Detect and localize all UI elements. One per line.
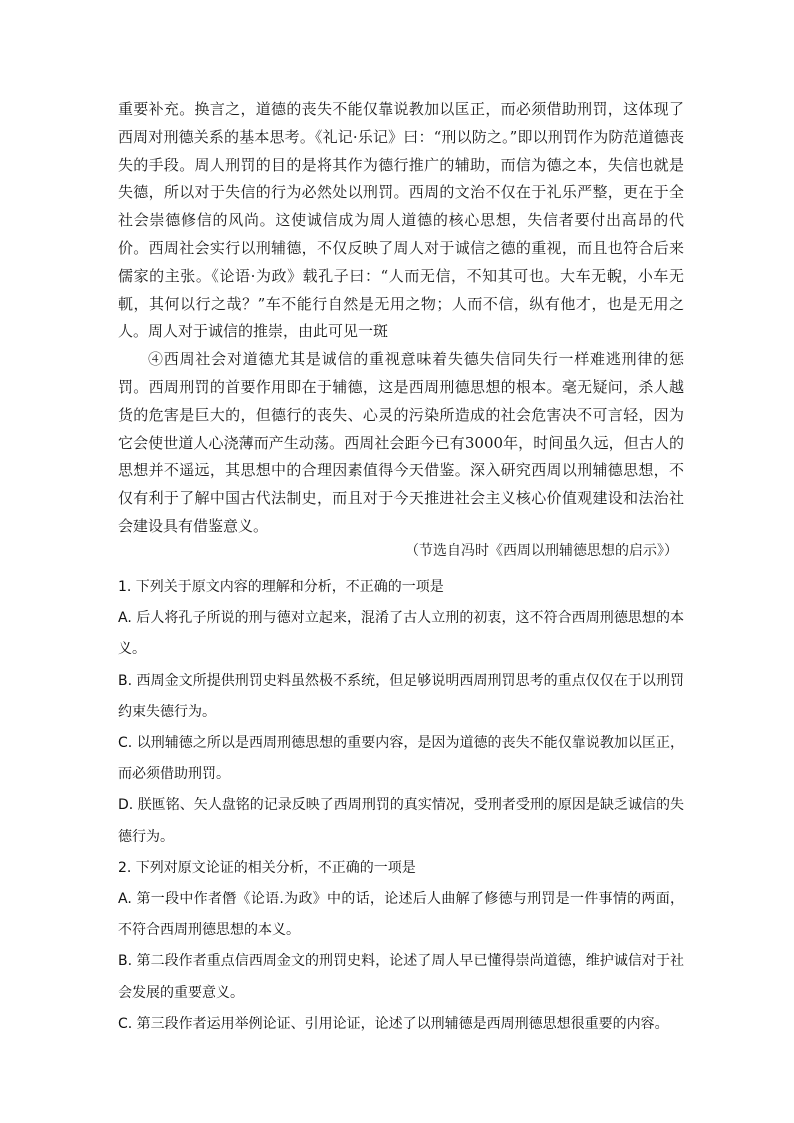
questions-section <box>118 572 684 1040</box>
passage-body <box>118 96 684 541</box>
question-1-option-a: A. 后人将孔子所说的刑与德对立起来，混淆了古人立刑的初衷，这不符合西周刑德思想的本义。 <box>118 610 684 658</box>
question-2-option-b: B. 第二段作者重点信西周金文的刑罚史料，论述了周人早已懂得崇尚道德，维护诚信对于社会发展的重要意义。 <box>118 953 684 1001</box>
question-1-option-b: B. 西周金文所提供刑罚史料虽然极不系统，但足够说明西周刑罚思考的重点仅仅在于以刑罚约束失德行为。 <box>118 672 684 720</box>
passage-paragraph-4: ④西周社会对道德尤其是诚信的重视意味着失德失信同失行一样难逃刑律的惩罚。西周刑罚的首要作用即在于辅德，这是西周刑德思想的根本。毫无疑问，杀人越货的危害是巨大的，但德行的丧失、心灵的污染所造成的社会危害决不可言轻，因为它会使世道人心浇薄而产生动荡。西周社会距今已有3000年，时间虽久远，但古人的思想并不遥远，其思想中的合理因素值得今天借鉴。深入研究西周以刑辅德思想，不仅有利于了解中国古代法制史，而且对于今天推进社会主义核心价值观建设和法治社会建设具有借鉴意义。 <box>118 350 684 535</box>
question-2-stem: 2. 下列对原文论证的相关分析，不正确的一项是 <box>118 859 416 876</box>
question-1-option-d: D. 朕匜铭、矢人盘铭的记录反映了西周刑罚的真实情况，受刑者受刑的原因是缺乏诚信的失德行为。 <box>118 797 684 845</box>
question-2-option-c: C. 第三段作者运用举例论证、引用论证，论述了以刑辅德是西周刑德思想很重要的内容。 <box>118 1015 669 1032</box>
question-1-stem: 1. 下列关于原文内容的理解和分析，不正确的一项是 <box>118 579 444 595</box>
passage-paragraph-continued: 重要补充。换言之，道德的丧失不能仅靠说教加以匡正，而必须借助刑罚，这体现了西周对刑德关系的基本思考。《礼记·乐记》曰：“刑以防之。”即以刑罚作为防范道德丧失的手段。周人刑罚的目的是将其作为德行推广的辅助，而信为德之本，失信也就是失德，所以对于失信的行为必然处以刑罚。西周的文治不仅在于礼乐严整，更在于全社会崇德修信的风尚。这使诚信成为周人道德的核心思想，失信者要付出高昂的代价。西周社会实行以刑辅德，不仅反映了周人对于诚信之德的重视，而且也符合后来儒家的主张。《论语·为政》载孔子曰：“人而无信，不知其可也。大车无輗，小车无軏，其何以行之哉？”车不能行自然是无用之物；人而不信，纵有他才，也是无用之人。周人对于诚信的推崇，由此可见一斑 <box>118 100 684 341</box>
question-2-option-a: A. 第一段中作者僭《论语.为政》中的话，论述后人曲解了修德与刑罚是一件事情的两面，不符合西周刑德思想的本义。 <box>118 891 684 939</box>
passage-source: （节选自冯时《西周以刑辅德思想的启示》） <box>405 543 678 559</box>
question-1-option-c: C. 以刑辅德之所以是西周刑德思想的重要内容，是因为道德的丧失不能仅靠说教加以匡正，而必须借助刑罚。 <box>118 735 684 783</box>
